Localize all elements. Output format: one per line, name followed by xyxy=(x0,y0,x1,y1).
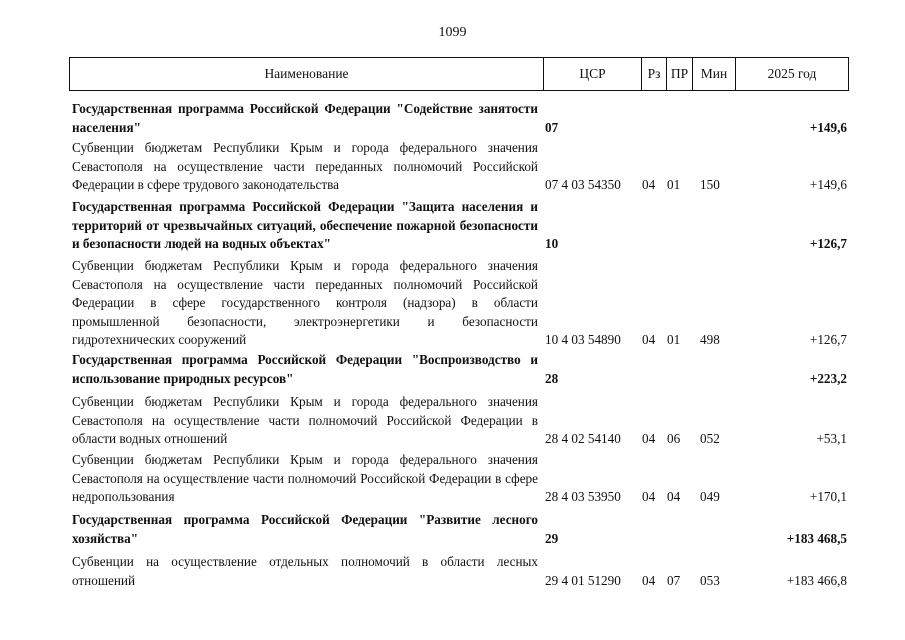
row-pr: 06 xyxy=(667,431,681,446)
row-name: Субвенции бюджетам Республики Крым и города федерального значения Севастополя на осуществление части полномочий Российской Федерации в области водных отношений xyxy=(72,394,538,446)
page-number: 1099 xyxy=(438,25,467,40)
header-pr: ПР xyxy=(667,58,693,90)
row-pr: 01 xyxy=(667,332,681,347)
row-csr: 07 xyxy=(545,119,559,135)
row-name: Государственная программа Российской Федерации "Содействие занятости населения" xyxy=(72,101,538,135)
header-name: Наименование xyxy=(70,58,544,90)
row-min: 052 xyxy=(700,431,720,446)
row-csr: 29 4 01 51290 xyxy=(545,572,621,588)
row-min: 150 xyxy=(700,177,720,192)
row-csr: 28 xyxy=(545,370,559,386)
row-name: Субвенции бюджетам Республики Крым и города федерального значения Севастополя на осуществление части полномочий Российской Федерации в сфере недропользования xyxy=(72,452,538,504)
row-amount: +170,1 xyxy=(809,489,847,504)
row-name: Субвенции на осуществление отдельных полномочий в области лесных отношений xyxy=(72,554,538,588)
table-header xyxy=(69,57,849,91)
header-min: Мин xyxy=(693,58,736,90)
row-name: Государственная программа Российской Федерации "Воспроизводство и использование природных ресурсов" xyxy=(72,352,538,386)
row-amount: +126,7 xyxy=(809,236,847,251)
row-rz: 04 xyxy=(642,572,656,588)
row-min: 049 xyxy=(700,489,720,504)
row-min: 498 xyxy=(700,332,720,347)
row-rz: 04 xyxy=(642,431,656,446)
row-name: Государственная программа Российской Федерации "Развитие лесного хозяйства" xyxy=(72,512,538,546)
row-name: Государственная программа Российской Федерации "Защита населения и территорий от чрезвычайных ситуаций, обеспечение пожарной безопасности и безопасности людей на водных объектах" xyxy=(72,199,538,251)
row-csr: 10 4 03 54890 xyxy=(545,332,621,347)
row-pr: 01 xyxy=(667,177,681,192)
row-rz: 04 xyxy=(642,177,656,192)
row-csr: 10 xyxy=(545,236,559,251)
row-amount: +149,6 xyxy=(809,177,847,192)
row-amount: +126,7 xyxy=(809,332,847,347)
header-year: 2025 год xyxy=(767,66,817,81)
row-name: Субвенции бюджетам Республики Крым и города федерального значения Севастополя на осуществление части переданных полномочий Российской Федерации в сфере трудового законодательства xyxy=(72,140,538,192)
row-amount: +183 466,8 xyxy=(786,572,847,588)
header-csr: ЦСР xyxy=(544,58,642,90)
row-csr: 28 4 02 54140 xyxy=(545,431,621,446)
row-rz: 04 xyxy=(642,332,656,347)
row-rz: 04 xyxy=(642,489,656,504)
header-rz: Рз xyxy=(642,58,667,90)
row-csr: 07 4 03 54350 xyxy=(545,177,621,192)
row-amount: +149,6 xyxy=(809,119,847,135)
row-csr: 29 xyxy=(545,530,559,546)
row-name: Субвенции бюджетам Республики Крым и города федерального значения Севастополя на осуществление части переданных полномочий Российской Федерации в сфере государственного контроля (надзора) в области промышленной безопасности, электроэнергетики и безопасности гидротехнических сооружений xyxy=(72,258,538,347)
row-pr: 04 xyxy=(667,489,681,504)
row-amount: +53,1 xyxy=(816,431,847,446)
row-amount: +223,2 xyxy=(809,370,847,386)
row-min: 053 xyxy=(700,572,720,588)
row-amount: +183 468,5 xyxy=(786,530,847,546)
row-csr: 28 4 03 53950 xyxy=(545,489,621,504)
row-pr: 07 xyxy=(667,572,681,588)
